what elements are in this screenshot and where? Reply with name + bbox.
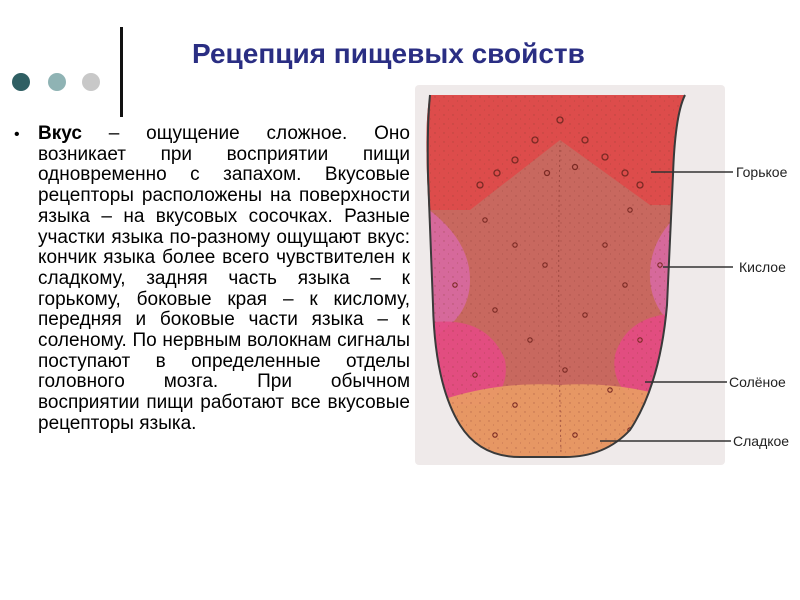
slide-title: Рецепция пищевых свойств bbox=[192, 38, 585, 69]
body-paragraph bbox=[38, 124, 410, 435]
label-sour: Кислое bbox=[739, 259, 786, 275]
body-text-span: – ощущение сложное. Оно возникает при восприятии пищи одновременно с запахом. Вкусовые рецепторы расположены на поверхности языка – на вкусовых сосочках. Разные участки языка по-разному ощущают вкус: кончик языка более всего чувствителен к сладкому, задняя часть языка – к горькому, боковые края – к кислому, передняя и боковые части языка – к соленому. По нервным волокнам сигналы поступают в определенные отделы головного мозга. При обычном восприятии пищи работают все вкусовые рецепторы языка. bbox=[38, 123, 410, 434]
label-salty: Солёное bbox=[729, 374, 786, 390]
label-bitter: Горькое bbox=[736, 164, 788, 180]
vertical-divider bbox=[120, 27, 123, 117]
decor-dot-dark bbox=[12, 73, 30, 91]
term-taste: Вкус bbox=[38, 123, 82, 144]
decor-dot-light bbox=[48, 73, 66, 91]
label-sweet: Сладкое bbox=[733, 433, 790, 449]
tongue-taste-map-diagram bbox=[415, 85, 800, 470]
decor-dot-gray bbox=[82, 73, 100, 91]
bullet-marker: • bbox=[14, 126, 20, 143]
